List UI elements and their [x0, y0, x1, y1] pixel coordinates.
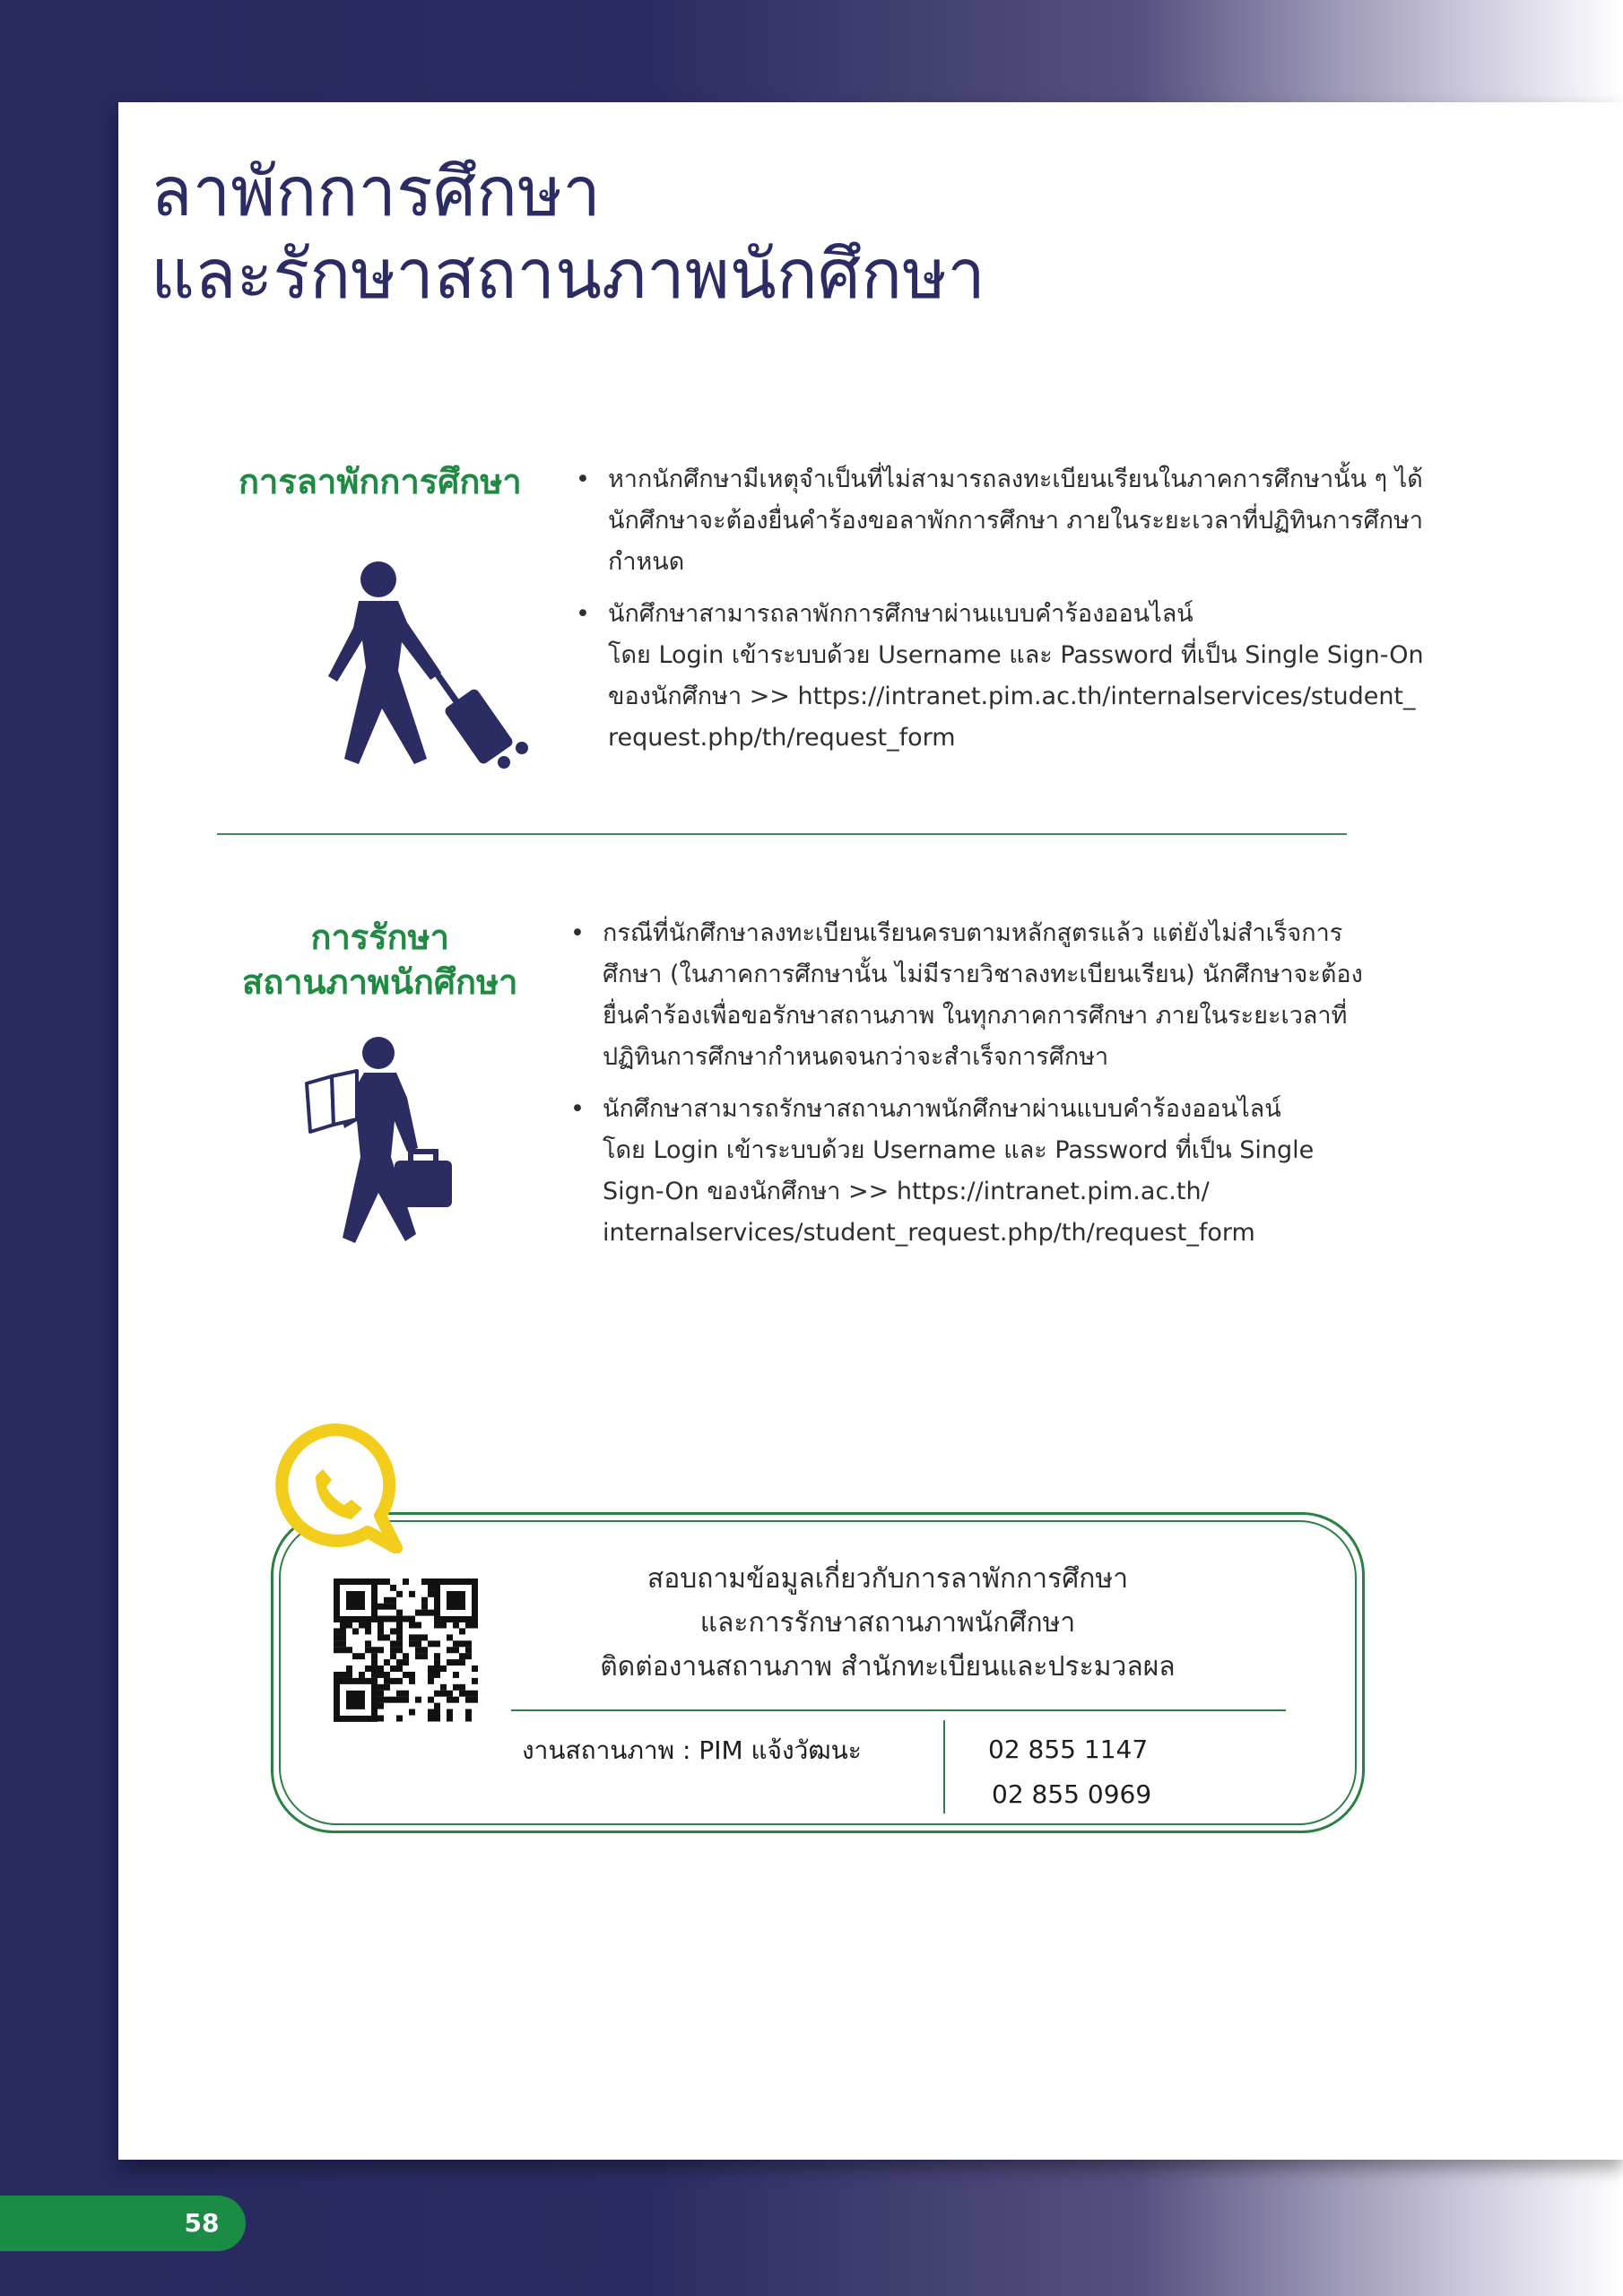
list-item: • กรณีที่นักศึกษาลงทะเบียนเรียนครบตามหลักสูตรแล้ว แต่ยังไม่สำเร็จการ ศึกษา (ในภาคการศึกษานั้น ไม่มีรายวิชาลงทะเบียนเรียน) นักศึกษาจะต้อง ยื่นคำร้องเพื่อขอรักษาสถานภาพ ในทุกภาคการศึกษา ภายในระยะเวลาที่ ปฏิทินการศึกษากำหนดจนกว่าจะสำเร็จการศึกษา — [570, 913, 1363, 1078]
section-divider — [217, 833, 1347, 835]
contact-line-2: และการรักษาสถานภาพนักศึกษา — [699, 1607, 1076, 1639]
contact-divider — [511, 1709, 1286, 1711]
phone-number-1: 02 855 1147 — [988, 1735, 1149, 1764]
left-color-band — [0, 0, 118, 2296]
list-item: • นักศึกษาสามารถรักษาสถานภาพนักศึกษาผ่านแบบคำร้องออนไลน์ โดย Login เข้าระบบด้วย Username และ Password ที่เป็น Single Sign-On ของนักศึกษา >> https://intranet.pim.ac.th/ internalservices/student_request.php/th/request_form — [570, 1089, 1363, 1254]
phone-bubble-icon — [269, 1422, 404, 1553]
contact-text — [538, 1557, 1237, 1689]
page-title-line-1: ลาพักการศึกษา — [151, 152, 601, 231]
page-title — [151, 151, 985, 316]
office-label: งานสถานภาพ : PIM แจ้งวัฒนะ — [522, 1735, 862, 1765]
list-item: • นักศึกษาสามารถลาพักการศึกษาผ่านแบบคำร้องออนไลน์ โดย Login เข้าระบบด้วย Username และ Password ที่เป็น Single Sign-On ของนักศึกษา >> https://intranet.pim.ac.th/internalservices/student_ request.php/th/request_form — [576, 594, 1424, 759]
reader-briefcase-icon — [301, 1035, 466, 1247]
qr-code — [325, 1578, 488, 1722]
contact-vertical-divider — [943, 1720, 945, 1813]
section-status-heading: การรักษา สถานภาพนักศึกษา — [242, 918, 518, 1002]
page-title-line-2: และรักษาสถานภาพนักศึกษา — [151, 234, 985, 314]
contact-line-3: ติดต่องานสถานภาพ สำนักทะเบียนและประมวลผล — [600, 1651, 1176, 1683]
section-status-bullets — [570, 913, 1363, 1265]
contact-line-1: สอบถามข้อมูลเกี่ยวกับการลาพักการศึกษา — [647, 1563, 1129, 1595]
section-leave-bullets — [576, 459, 1424, 770]
phone-number-2: 02 855 0969 — [992, 1779, 1152, 1809]
section-leave-heading: การลาพักการศึกษา — [239, 462, 522, 501]
traveler-suitcase-icon — [323, 556, 556, 778]
list-item: • หากนักศึกษามีเหตุจำเป็นที่ไม่สามารถลงทะเบียนเรียนในภาคการศึกษานั้น ๆ ได้ นักศึกษาจะต้องยื่นคำร้องขอลาพักการศึกษา ภายในระยะเวลาที่ปฏิทินการศึกษา กำหนด — [576, 459, 1424, 583]
page-number: 58 — [184, 2208, 220, 2238]
